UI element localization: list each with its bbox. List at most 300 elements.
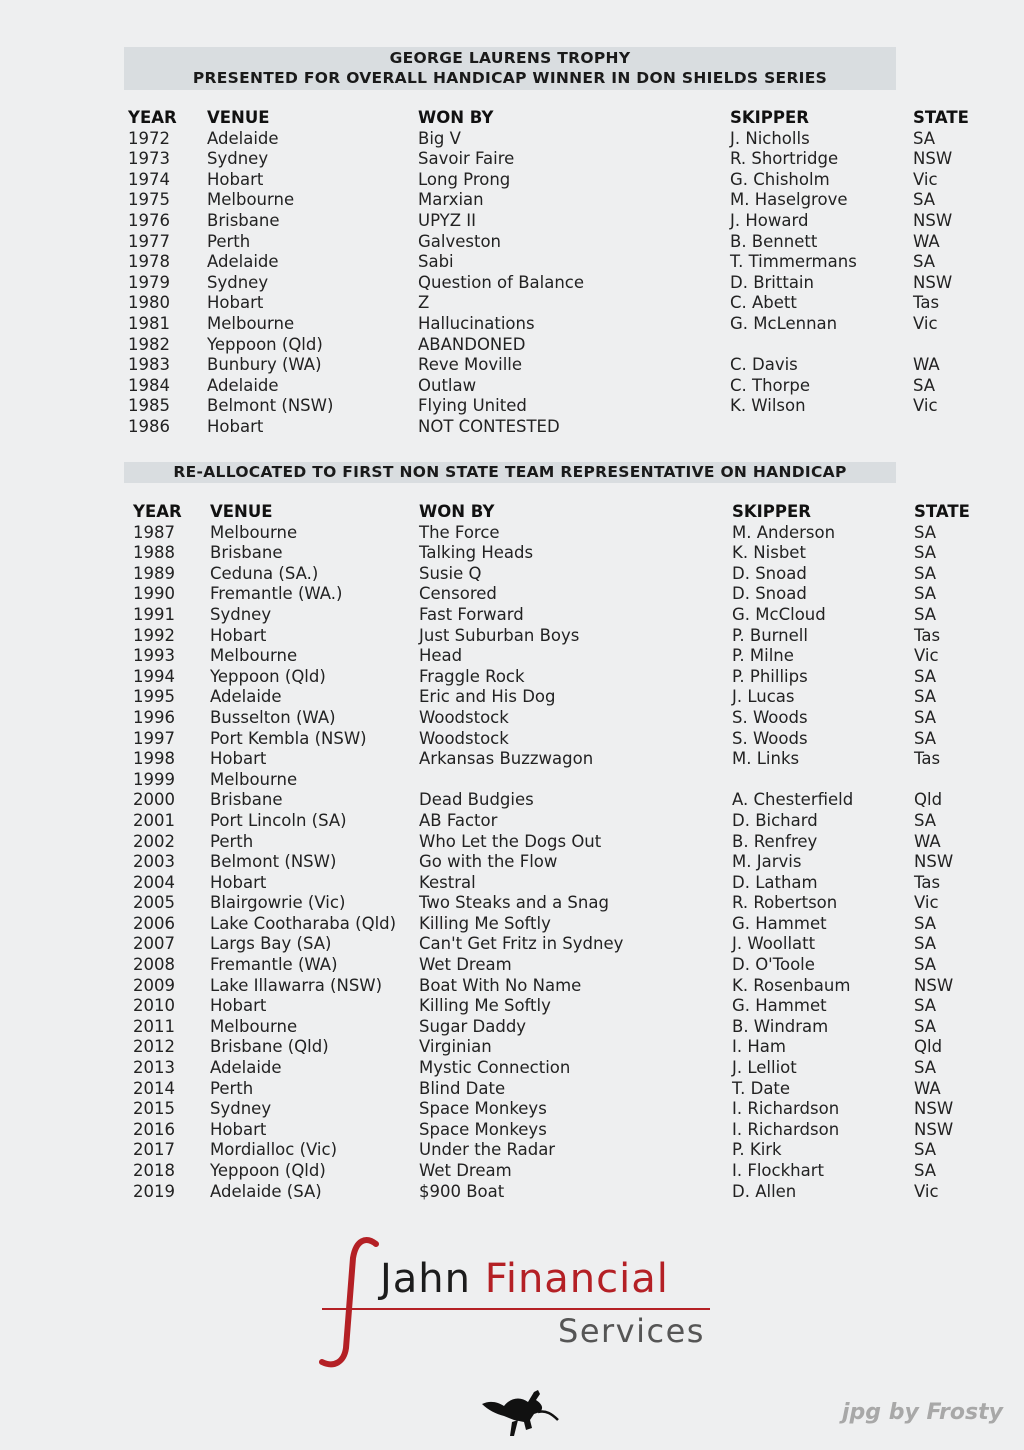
cell-state: SA xyxy=(914,955,937,975)
cell-year: 1986 xyxy=(128,416,170,436)
header-state: STATE xyxy=(913,108,969,127)
cell-skipper: P. Burnell xyxy=(732,625,808,645)
cell-won-by: Mystic Connection xyxy=(419,1058,571,1078)
header-year: YEAR xyxy=(128,108,177,127)
cell-skipper: R. Robertson xyxy=(732,893,838,913)
cell-won-by: Talking Heads xyxy=(419,543,534,563)
cell-won-by: Killing Me Softly xyxy=(419,996,551,1016)
cell-year: 1995 xyxy=(133,687,175,707)
cell-skipper: P. Kirk xyxy=(732,1140,782,1160)
table-row xyxy=(0,149,1024,170)
cell-state: NSW xyxy=(914,1099,954,1119)
cell-year: 1993 xyxy=(133,646,175,666)
kangaroo-icon xyxy=(480,1386,560,1438)
cell-year: 2012 xyxy=(133,1037,175,1057)
cell-skipper: D. Brittain xyxy=(730,272,814,292)
cell-state: Vic xyxy=(914,893,939,913)
table-row xyxy=(0,314,1024,335)
table-row xyxy=(0,1037,1024,1058)
cell-year: 1982 xyxy=(128,334,170,354)
cell-skipper: J. Woollatt xyxy=(732,934,816,954)
cell-won-by: ABANDONED xyxy=(418,334,526,354)
table-row xyxy=(0,1017,1024,1038)
cell-skipper: C. Davis xyxy=(730,355,798,375)
cell-venue: Lake Illawarra (NSW) xyxy=(210,975,383,995)
cell-won-by: Fraggle Rock xyxy=(419,666,525,686)
cell-skipper: D. Latham xyxy=(732,872,818,892)
header-won-by: WON BY xyxy=(419,502,495,521)
cell-skipper: D. Bichard xyxy=(732,810,818,830)
cell-skipper: M. Haselgrove xyxy=(730,190,848,210)
cell-year: 2017 xyxy=(133,1140,175,1160)
cell-venue: Largs Bay (SA) xyxy=(210,934,332,954)
cell-won-by: Savoir Faire xyxy=(418,149,515,169)
cell-skipper: G. Chisholm xyxy=(730,169,830,189)
cell-year: 2016 xyxy=(133,1119,175,1139)
cell-venue: Bunbury (WA) xyxy=(207,355,322,375)
cell-venue: Adelaide xyxy=(210,1058,282,1078)
cell-skipper: S. Woods xyxy=(732,707,808,727)
cell-year: 1992 xyxy=(133,625,175,645)
cell-state: WA xyxy=(913,231,940,251)
cell-skipper: G. Hammet xyxy=(732,996,827,1016)
header-year: YEAR xyxy=(133,502,182,521)
cell-won-by: Outlaw xyxy=(418,375,477,395)
cell-year: 2003 xyxy=(133,852,175,872)
cell-venue: Mordialloc (Vic) xyxy=(210,1140,338,1160)
cell-venue: Melbourne xyxy=(210,646,298,666)
table-row xyxy=(0,543,1024,564)
cell-state: SA xyxy=(914,810,937,830)
table-row xyxy=(0,252,1024,273)
cell-won-by: Hallucinations xyxy=(418,313,535,333)
cell-state: NSW xyxy=(914,975,954,995)
cell-state: SA xyxy=(914,522,937,542)
cell-venue: Adelaide xyxy=(207,375,279,395)
cell-won-by: Can't Get Fritz in Sydney xyxy=(419,934,624,954)
cell-venue: Fremantle (WA) xyxy=(210,955,338,975)
cell-year: 2019 xyxy=(133,1181,175,1201)
table-row xyxy=(0,811,1024,832)
table-row xyxy=(0,1140,1024,1161)
header-state: STATE xyxy=(914,502,970,521)
header-skipper: SKIPPER xyxy=(730,108,809,127)
cell-skipper: J. Lucas xyxy=(732,687,795,707)
table-row xyxy=(0,1182,1024,1203)
cell-state: SA xyxy=(913,128,936,148)
table-row xyxy=(0,584,1024,605)
cell-state: Vic xyxy=(914,646,939,666)
cell-skipper: D. Snoad xyxy=(732,584,807,604)
cell-state: SA xyxy=(914,543,937,563)
cell-skipper: G. McLennan xyxy=(730,313,838,333)
cell-venue: Melbourne xyxy=(207,190,295,210)
cell-venue: Melbourne xyxy=(210,522,298,542)
cell-skipper: B. Renfrey xyxy=(732,831,818,851)
cell-venue: Adelaide (SA) xyxy=(210,1181,322,1201)
cell-won-by: Woodstock xyxy=(419,707,509,727)
cell-state: Tas xyxy=(914,749,941,769)
table-row xyxy=(0,873,1024,894)
cell-won-by: Sugar Daddy xyxy=(419,1016,527,1036)
table-row xyxy=(0,667,1024,688)
cell-venue: Ceduna (SA.) xyxy=(210,563,319,583)
logo-name xyxy=(380,1256,669,1302)
table-row xyxy=(0,626,1024,647)
cell-year: 1981 xyxy=(128,313,170,333)
table-row xyxy=(0,170,1024,191)
cell-won-by: Wet Dream xyxy=(419,955,512,975)
cell-won-by: Fast Forward xyxy=(419,604,524,624)
cell-year: 2007 xyxy=(133,934,175,954)
cell-venue: Fremantle (WA.) xyxy=(210,584,343,604)
cell-year: 2009 xyxy=(133,975,175,995)
cell-year: 2001 xyxy=(133,810,175,830)
cell-state: SA xyxy=(914,934,937,954)
header-won-by: WON BY xyxy=(418,108,494,127)
table-row xyxy=(0,190,1024,211)
table-row xyxy=(0,790,1024,811)
cell-skipper: A. Chesterfield xyxy=(732,790,854,810)
cell-skipper: B. Bennett xyxy=(730,231,818,251)
watermark: jpg by Frosty xyxy=(842,1400,1003,1425)
logo-subtitle: Services xyxy=(558,1312,705,1350)
cell-year: 1973 xyxy=(128,149,170,169)
table-row xyxy=(0,211,1024,232)
cell-state: SA xyxy=(914,666,937,686)
cell-venue: Hobart xyxy=(207,416,264,436)
cell-state: Tas xyxy=(914,625,941,645)
cell-skipper: K. Nisbet xyxy=(732,543,806,563)
cell-skipper: J. Lelliot xyxy=(732,1058,797,1078)
cell-won-by: Wet Dream xyxy=(419,1161,512,1180)
cell-venue: Sydney xyxy=(207,272,269,292)
cell-won-by: Long Prong xyxy=(418,169,511,189)
cell-year: 2005 xyxy=(133,893,175,913)
cell-venue: Hobart xyxy=(210,996,267,1016)
table-row xyxy=(0,934,1024,955)
cell-venue: Hobart xyxy=(207,293,264,313)
cell-won-by: Censored xyxy=(419,584,497,604)
cell-won-by: Who Let the Dogs Out xyxy=(419,831,602,851)
cell-venue: Busselton (WA) xyxy=(210,707,336,727)
cell-skipper: M. Jarvis xyxy=(732,852,802,872)
cell-venue: Brisbane xyxy=(207,210,280,230)
cell-venue: Blairgowrie (Vic) xyxy=(210,893,346,913)
cell-skipper: D. Snoad xyxy=(732,563,807,583)
cell-won-by: UPYZ II xyxy=(418,210,477,230)
results-table-1987-2019 xyxy=(0,502,1024,1202)
cell-year: 2014 xyxy=(133,1078,175,1098)
cell-state: WA xyxy=(914,831,941,851)
cell-state: Qld xyxy=(914,790,943,810)
header-venue: VENUE xyxy=(207,108,270,127)
cell-won-by: Dead Budgies xyxy=(419,790,534,810)
cell-skipper: I. Richardson xyxy=(732,1099,840,1119)
cell-venue: Melbourne xyxy=(210,1016,298,1036)
cell-state: SA xyxy=(914,913,937,933)
cell-skipper: T. Date xyxy=(732,1078,791,1098)
cell-skipper: J. Howard xyxy=(730,210,809,230)
cell-won-by: Head xyxy=(419,646,463,666)
cell-state: Tas xyxy=(913,293,940,313)
cell-state: SA xyxy=(913,252,936,272)
table-row xyxy=(0,605,1024,626)
cell-state: SA xyxy=(914,563,937,583)
cell-skipper: M. Anderson xyxy=(732,522,836,542)
cell-year: 1976 xyxy=(128,210,170,230)
cell-skipper: D. O'Toole xyxy=(732,955,815,975)
cell-skipper: K. Rosenbaum xyxy=(732,975,851,995)
table-row xyxy=(0,770,1024,791)
cell-venue: Perth xyxy=(210,1078,254,1098)
cell-year: 1983 xyxy=(128,355,170,375)
cell-year: 2010 xyxy=(133,996,175,1016)
cell-year: 1999 xyxy=(133,769,175,789)
cell-state: Vic xyxy=(913,169,938,189)
cell-skipper: I. Flockhart xyxy=(732,1161,824,1180)
cell-skipper: R. Shortridge xyxy=(730,149,839,169)
cell-venue: Hobart xyxy=(207,169,264,189)
cell-state: SA xyxy=(914,1140,937,1160)
cell-year: 2008 xyxy=(133,955,175,975)
table-row xyxy=(0,355,1024,376)
table-row xyxy=(0,646,1024,667)
reallocation-banner: RE-ALLOCATED TO FIRST NON STATE TEAM REPRESENTATIVE ON HANDICAP xyxy=(124,462,896,483)
cell-year: 1979 xyxy=(128,272,170,292)
table-row xyxy=(0,396,1024,417)
results-table-1972-1986 xyxy=(0,108,1024,438)
cell-state: Tas xyxy=(914,872,941,892)
cell-venue: Port Kembla (NSW) xyxy=(210,728,367,748)
trophy-title: GEORGE LAURENS TROPHY xyxy=(389,49,631,67)
trophy-subtitle: PRESENTED FOR OVERALL HANDICAP WINNER IN DON SHIELDS SERIES xyxy=(192,69,828,87)
cell-state: SA xyxy=(914,1016,937,1036)
cell-skipper: J. Nicholls xyxy=(730,128,810,148)
sponsor-logo xyxy=(318,1236,718,1371)
cell-skipper: S. Woods xyxy=(732,728,808,748)
cell-skipper: M. Links xyxy=(732,749,800,769)
cell-state: NSW xyxy=(913,272,953,292)
cell-state: SA xyxy=(914,1161,937,1180)
cell-won-by: The Force xyxy=(419,522,500,542)
cell-won-by: Arkansas Buzzwagon xyxy=(419,749,594,769)
integral-icon xyxy=(318,1236,388,1371)
table-row xyxy=(0,893,1024,914)
cell-won-by: Kestral xyxy=(419,872,476,892)
cell-year: 1997 xyxy=(133,728,175,748)
cell-year: 1974 xyxy=(128,169,170,189)
cell-state: SA xyxy=(914,728,937,748)
cell-skipper: B. Windram xyxy=(732,1016,829,1036)
cell-venue: Brisbane xyxy=(210,790,283,810)
cell-year: 1989 xyxy=(133,563,175,583)
cell-won-by: Marxian xyxy=(418,190,484,210)
cell-year: 1977 xyxy=(128,231,170,251)
cell-venue: Adelaide xyxy=(207,128,279,148)
logo-divider xyxy=(322,1308,710,1310)
table-row xyxy=(0,293,1024,314)
cell-state: SA xyxy=(913,190,936,210)
cell-won-by: Galveston xyxy=(418,231,502,251)
cell-won-by: $900 Boat xyxy=(419,1181,505,1201)
trophy-banner xyxy=(124,47,896,90)
cell-venue: Port Lincoln (SA) xyxy=(210,810,347,830)
cell-venue: Yeppoon (Qld) xyxy=(210,1161,326,1180)
cell-year: 1998 xyxy=(133,749,175,769)
table-row xyxy=(0,523,1024,544)
cell-year: 2011 xyxy=(133,1016,175,1036)
logo-name-jahn: Jahn xyxy=(380,1256,472,1302)
cell-year: 1978 xyxy=(128,252,170,272)
cell-year: 2004 xyxy=(133,872,175,892)
cell-state: Qld xyxy=(914,1037,943,1057)
table-row xyxy=(0,1079,1024,1100)
table-row xyxy=(0,708,1024,729)
logo-name-financial: Financial xyxy=(484,1256,669,1302)
table-row xyxy=(0,976,1024,997)
cell-skipper: D. Allen xyxy=(732,1181,797,1201)
table-row xyxy=(0,1120,1024,1141)
cell-year: 2015 xyxy=(133,1099,175,1119)
cell-year: 2013 xyxy=(133,1058,175,1078)
cell-venue: Lake Cootharaba (Qld) xyxy=(210,913,397,933)
cell-venue: Yeppoon (Qld) xyxy=(210,666,326,686)
cell-venue: Adelaide xyxy=(207,252,279,272)
cell-won-by: Susie Q xyxy=(419,563,482,583)
cell-year: 1972 xyxy=(128,128,170,148)
cell-state: SA xyxy=(913,375,936,395)
cell-venue: Sydney xyxy=(210,604,272,624)
cell-state: WA xyxy=(913,355,940,375)
cell-year: 2006 xyxy=(133,913,175,933)
cell-won-by: NOT CONTESTED xyxy=(418,416,560,436)
cell-venue: Belmont (NSW) xyxy=(207,396,334,416)
cell-year: 1980 xyxy=(128,293,170,313)
cell-year: 1985 xyxy=(128,396,170,416)
cell-state: SA xyxy=(914,996,937,1016)
table-row xyxy=(0,729,1024,750)
table-row xyxy=(0,273,1024,294)
table-row xyxy=(0,564,1024,585)
cell-venue: Hobart xyxy=(210,625,267,645)
cell-won-by: Space Monkeys xyxy=(419,1099,547,1119)
cell-won-by: Eric and His Dog xyxy=(419,687,556,707)
cell-won-by: Virginian xyxy=(419,1037,492,1057)
cell-won-by: Question of Balance xyxy=(418,272,584,292)
cell-year: 2018 xyxy=(133,1161,175,1180)
cell-venue: Belmont (NSW) xyxy=(210,852,337,872)
table-row xyxy=(0,749,1024,770)
cell-skipper: I. Ham xyxy=(732,1037,786,1057)
table-header xyxy=(0,502,1024,523)
cell-state: WA xyxy=(914,1078,941,1098)
cell-venue: Hobart xyxy=(210,1119,267,1139)
table-row xyxy=(0,1058,1024,1079)
cell-skipper: C. Abett xyxy=(730,293,797,313)
table-row xyxy=(0,832,1024,853)
cell-venue: Hobart xyxy=(210,749,267,769)
cell-state: Vic xyxy=(914,1181,939,1201)
cell-won-by: Reve Moville xyxy=(418,355,523,375)
cell-year: 1988 xyxy=(133,543,175,563)
table-row xyxy=(0,852,1024,873)
cell-year: 2002 xyxy=(133,831,175,851)
header-skipper: SKIPPER xyxy=(732,502,811,521)
table-row xyxy=(0,417,1024,438)
cell-won-by: Sabi xyxy=(418,252,454,272)
table-row xyxy=(0,687,1024,708)
cell-won-by: Blind Date xyxy=(419,1078,506,1098)
cell-state: NSW xyxy=(913,149,953,169)
table-row xyxy=(0,914,1024,935)
table-row xyxy=(0,1161,1024,1182)
cell-year: 1984 xyxy=(128,375,170,395)
cell-state: NSW xyxy=(914,852,954,872)
cell-skipper: C. Thorpe xyxy=(730,375,811,395)
cell-venue: Yeppoon (Qld) xyxy=(207,334,323,354)
table-header xyxy=(0,108,1024,129)
cell-won-by: Go with the Flow xyxy=(419,852,558,872)
cell-venue: Adelaide xyxy=(210,687,282,707)
cell-venue: Perth xyxy=(210,831,254,851)
cell-state: NSW xyxy=(914,1119,954,1139)
cell-year: 2000 xyxy=(133,790,175,810)
cell-state: SA xyxy=(914,707,937,727)
cell-skipper: G. Hammet xyxy=(732,913,827,933)
cell-won-by: Under the Radar xyxy=(419,1140,556,1160)
cell-state: SA xyxy=(914,1058,937,1078)
table-row xyxy=(0,335,1024,356)
cell-won-by: Flying United xyxy=(418,396,527,416)
cell-won-by: AB Factor xyxy=(419,810,498,830)
cell-state: SA xyxy=(914,604,937,624)
cell-year: 1990 xyxy=(133,584,175,604)
cell-venue: Sydney xyxy=(210,1099,272,1119)
cell-skipper: K. Wilson xyxy=(730,396,806,416)
cell-venue: Melbourne xyxy=(207,313,295,333)
cell-year: 1994 xyxy=(133,666,175,686)
cell-state: Vic xyxy=(913,313,938,333)
table-row xyxy=(0,996,1024,1017)
cell-venue: Perth xyxy=(207,231,251,251)
header-venue: VENUE xyxy=(210,502,273,521)
cell-venue: Brisbane (Qld) xyxy=(210,1037,329,1057)
cell-state: SA xyxy=(914,687,937,707)
table-row xyxy=(0,232,1024,253)
table-row xyxy=(0,955,1024,976)
cell-skipper: P. Milne xyxy=(732,646,794,666)
cell-won-by: Killing Me Softly xyxy=(419,913,551,933)
table-row xyxy=(0,376,1024,397)
cell-venue: Melbourne xyxy=(210,769,298,789)
cell-state: NSW xyxy=(913,210,953,230)
cell-year: 1991 xyxy=(133,604,175,624)
table-row xyxy=(0,129,1024,150)
cell-won-by: Just Suburban Boys xyxy=(419,625,580,645)
cell-won-by: Woodstock xyxy=(419,728,509,748)
cell-skipper: I. Richardson xyxy=(732,1119,840,1139)
cell-year: 1987 xyxy=(133,522,175,542)
cell-venue: Sydney xyxy=(207,149,269,169)
cell-venue: Brisbane xyxy=(210,543,283,563)
cell-skipper: G. McCloud xyxy=(732,604,826,624)
cell-won-by: Two Steaks and a Snag xyxy=(419,893,609,913)
cell-state: Vic xyxy=(913,396,938,416)
cell-skipper: T. Timmermans xyxy=(730,252,857,272)
cell-year: 1975 xyxy=(128,190,170,210)
cell-state: SA xyxy=(914,584,937,604)
